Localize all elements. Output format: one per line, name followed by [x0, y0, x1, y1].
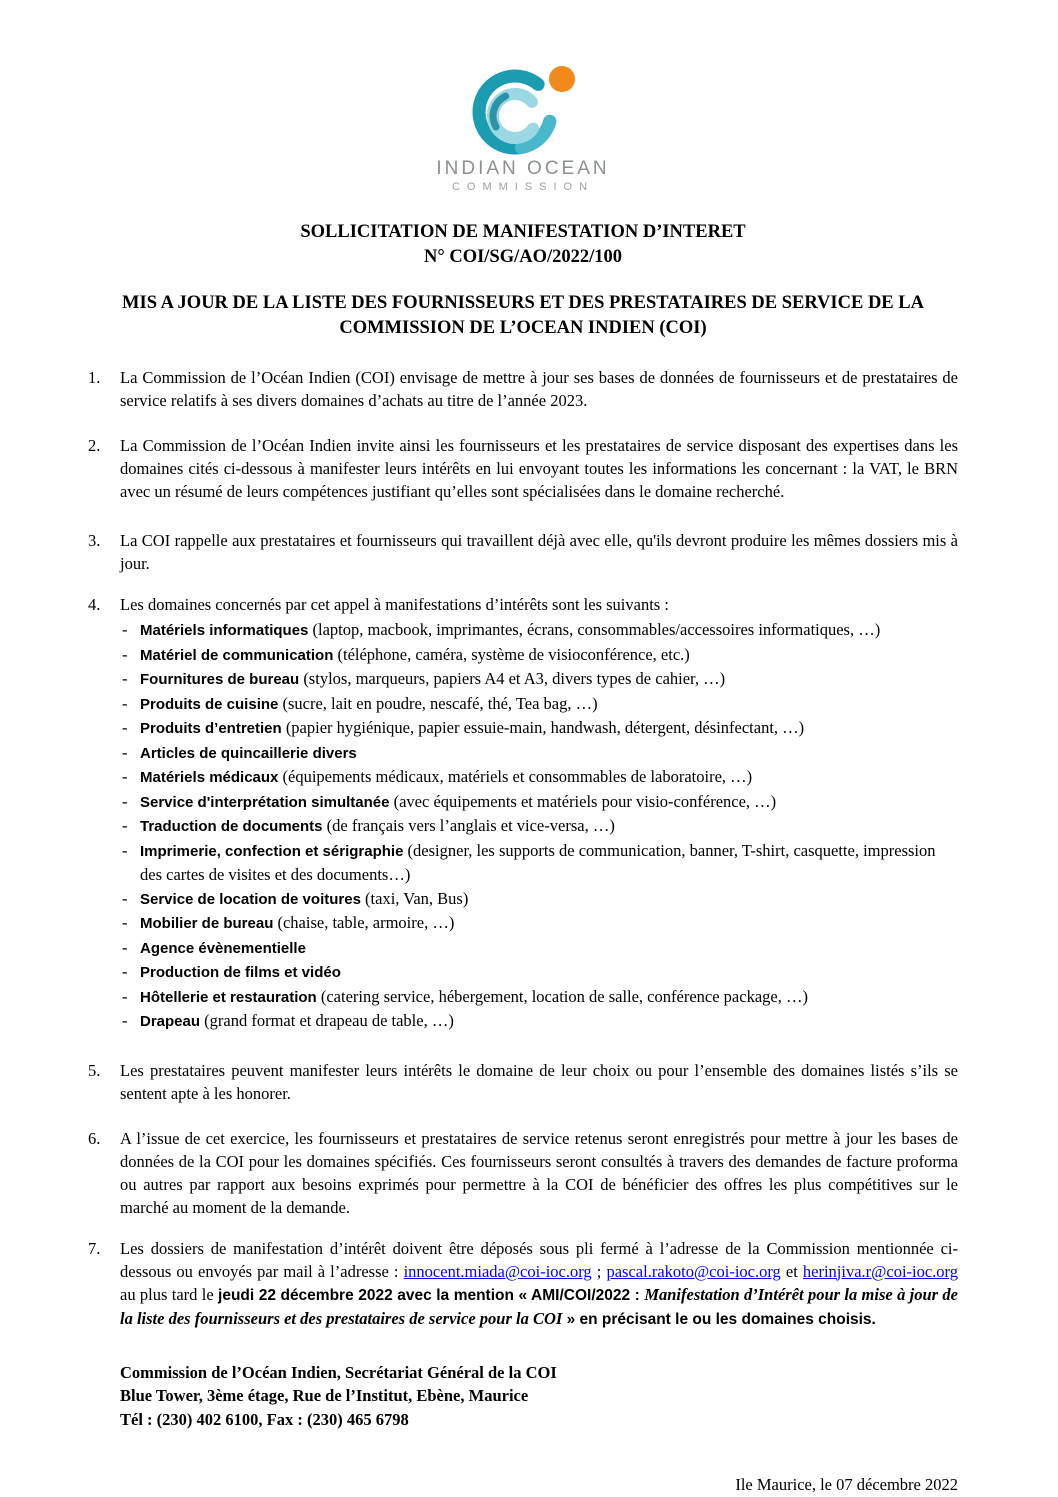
paragraph-text: A l’issue de cet exercice, les fournisseurs et prestataires de service retenus seront enregistrés pour mettre à jour les bases de données de la COI pour les domaines spécifiés. Ces fournisseurs seront consultés à travers des demandes de facture proforma ou autres par rapport aux besoins exprimés pour permettre à la COI de bénéficier des offres les plus compétitives sur le marché au moment de la demande.	[120, 1128, 958, 1217]
paragraph-4	[88, 593, 958, 616]
domain-item	[88, 741, 958, 766]
domain-title: Hôtellerie et restauration	[140, 988, 317, 1006]
p7-run-sep2: et	[780, 1261, 803, 1281]
bullet-dash: -	[122, 644, 128, 664]
domain-item	[88, 985, 958, 1010]
domain-detail: (grand format et drapeau de table, …)	[200, 1011, 454, 1030]
domain-item	[88, 1009, 958, 1034]
bullet-dash: -	[122, 840, 128, 860]
domain-title: Matériels informatiques	[140, 622, 309, 639]
paragraph-text: La Commission de l’Océan Indien invite ainsi les fournisseurs et les prestataires de service disposant des expertises dans les domaines cités ci-dessous à manifester leurs intérêts en lui envoyant toutes les informations les concernant : la VAT, le BRN avec un résumé de leurs compétences justifiant qu’elles sont spécialisées dans le domaine recherché.	[120, 436, 958, 501]
domain-detail: (téléphone, caméra, système de visioconférence, etc.)	[333, 644, 690, 664]
domain-detail: (papier hygiénique, papier essuie-main, handwash, détergent, désinfectant, …)	[281, 718, 805, 737]
paragraph-7	[88, 1237, 958, 1331]
p7-run-intro: Les dossiers de manifestation d’intérêt doivent être déposés sous pli fermé à l’adresse de la Commission mentionnée ci-dessous ou envoyés par mail à l’adresse :	[120, 1238, 958, 1281]
domain-detail: (avec équipements et matériels pour visio-conférence, …)	[389, 791, 777, 811]
bullet-dash: -	[122, 937, 128, 957]
email-link-pascal[interactable]: pascal.rakoto@coi-ioc.org	[606, 1261, 781, 1281]
domain-detail: (catering service, hébergement, location de salle, conférence package, …)	[316, 986, 808, 1006]
email-link-herinjiva[interactable]: herinjiva.r@coi-ioc.org	[802, 1261, 958, 1281]
domain-item	[88, 716, 958, 741]
dateline: Ile Maurice, le 07 décembre 2022	[735, 1475, 958, 1494]
p7-run-mid: au plus tard le	[120, 1284, 219, 1304]
domain-title: Imprimerie, confection et sérigraphie	[140, 842, 404, 860]
domain-detail: (de français vers l’anglais et vice-versa, …)	[322, 816, 615, 835]
bullet-dash: -	[122, 888, 128, 908]
paragraph-number: 5.	[88, 1060, 101, 1080]
paragraph-number: 3.	[88, 531, 101, 550]
paragraph-number: 2.	[88, 436, 101, 455]
p7-run-mention-title: Manifestation d’Intérêt pour la mise à jour de la liste des fournisseurs et des prestataires de service pour la COI	[120, 1284, 959, 1328]
paragraph-text: Les prestataires peuvent manifester leurs intérêts le domaine de leur choix ou pour l’ensemble des domaines listés s’ils se sentent apte à les honorer.	[120, 1060, 958, 1103]
domain-title: Agence évènementielle	[140, 939, 306, 957]
paragraph-1	[88, 366, 958, 412]
page-title	[88, 220, 958, 270]
domain-title: Produits d’entretien	[140, 720, 282, 737]
email-link-innocent[interactable]: innocent.miada@coi-ioc.org	[403, 1261, 592, 1281]
paragraph-text	[120, 1237, 958, 1331]
bullet-dash: -	[122, 718, 128, 737]
domain-title: Service de location de voitures	[140, 890, 361, 908]
domain-title: Matériels médicaux	[140, 769, 279, 786]
document-number: N° COI/SG/AO/2022/100	[423, 247, 623, 267]
domain-title: Mobilier de bureau	[140, 915, 274, 932]
domain-item	[88, 790, 958, 815]
domain-title: Matériel de communication	[140, 646, 334, 664]
paragraph-number: 7.	[88, 1238, 101, 1258]
title-line1: SOLLICITATION DE MANIFESTATION D’INTERET	[300, 222, 746, 242]
paragraph-number: 1.	[88, 368, 101, 387]
domain-detail: (chaise, table, armoire, …)	[273, 913, 455, 932]
paragraph-5	[88, 1059, 958, 1105]
domains-list	[88, 618, 958, 1034]
paragraph-text: La COI rappelle aux prestataires et fournisseurs qui travaillent déjà avec elle, qu'ils devront produire les mêmes dossiers mis à jour.	[120, 531, 958, 573]
paragraph-number: 4.	[88, 595, 101, 614]
bullet-dash: -	[122, 986, 128, 1006]
domain-title: Production de films et vidéo	[140, 964, 341, 981]
subject-line1: MIS A JOUR DE LA LISTE DES FOURNISSEURS ET DES PRESTATAIRES DE SERVICE DE LA	[122, 293, 924, 313]
p7-run-closing: » en précisant le ou les domaines choisis.	[562, 1310, 876, 1328]
bullet-dash: -	[122, 767, 128, 786]
p7-run-sep1: ;	[591, 1261, 607, 1281]
bullet-dash: -	[122, 816, 128, 835]
bullet-dash: -	[122, 962, 128, 981]
logo-orange-dot-icon	[549, 66, 575, 92]
bullet-dash: -	[122, 693, 128, 713]
logo-name: INDIAN OCEAN	[436, 158, 610, 179]
domain-title: Service d'interprétation simultanée	[140, 793, 390, 811]
domain-detail: (laptop, macbook, imprimantes, écrans, consommables/accessoires informatiques, …)	[308, 620, 881, 639]
paragraph-number: 6.	[88, 1128, 101, 1148]
domain-detail: (taxi, Van, Bus)	[360, 888, 469, 908]
paragraph-6	[88, 1127, 958, 1219]
domain-title: Articles de quincaillerie divers	[140, 744, 357, 762]
domain-title: Traduction de documents	[140, 818, 323, 835]
domain-item	[88, 887, 958, 912]
domain-item	[88, 643, 958, 668]
paragraph-3	[88, 529, 958, 575]
bullet-dash: -	[122, 742, 128, 762]
bullet-dash: -	[122, 913, 128, 932]
bullet-dash: -	[122, 620, 128, 639]
bullet-dash: -	[122, 791, 128, 811]
bullet-dash: -	[122, 669, 128, 688]
domain-detail: (sucre, lait en poudre, nescafé, thé, Tea bag, …)	[278, 693, 598, 713]
p7-run-deadline: jeudi 22 décembre 2022 avec la mention « AMI/COI/2022 :	[218, 1286, 645, 1304]
domain-title: Produits de cuisine	[140, 695, 279, 713]
domain-item	[88, 839, 958, 887]
domain-detail: (équipements médicaux, matériels et consommables de laboratoire, …)	[278, 767, 753, 786]
paragraph-2	[88, 434, 958, 503]
domain-item	[88, 667, 958, 692]
footer-address: Blue Tower, 3ème étage, Rue de l’Institut, Ebène, Maurice	[120, 1386, 529, 1405]
paragraph-text: La Commission de l’Océan Indien (COI) envisage de mettre à jour ses bases de données de fournisseurs et de prestataires de service relatifs à ses divers domaines d’achats au titre de l’année 2023.	[120, 368, 958, 410]
footer-phone-fax: Tél : (230) 402 6100, Fax : (230) 465 6798	[120, 1409, 409, 1429]
domain-item	[88, 960, 958, 985]
subject-line2: COMMISSION DE L’OCEAN INDIEN (COI)	[339, 318, 707, 338]
footer-address-block	[88, 1361, 958, 1432]
domain-title: Fournitures de bureau	[140, 671, 300, 688]
domain-item	[88, 936, 958, 961]
bullet-dash: -	[122, 1011, 128, 1030]
domain-detail: (stylos, marqueurs, papiers A4 et A3, divers types de cahier, …)	[299, 669, 726, 688]
footer-org-name: Commission de l’Océan Indien, Secrétariat Général de la COI	[120, 1362, 557, 1382]
domain-item	[88, 692, 958, 717]
logo-subname: COMMISSION	[451, 181, 595, 193]
domain-item	[88, 618, 958, 643]
domain-item	[88, 911, 958, 936]
domain-title: Drapeau	[140, 1013, 201, 1030]
coi-logo-icon	[459, 64, 587, 156]
domain-detail: (designer, les supports de communication, banner, T-shirt, casquette, impression des cartes de visites et des documents…)	[140, 840, 936, 884]
paragraph-text: Les domaines concernés par cet appel à manifestations d’intérêts sont les suivants :	[120, 595, 669, 614]
domain-item	[88, 814, 958, 839]
domain-item	[88, 765, 958, 790]
document-subject	[88, 291, 958, 341]
coi-logo	[88, 0, 958, 194]
